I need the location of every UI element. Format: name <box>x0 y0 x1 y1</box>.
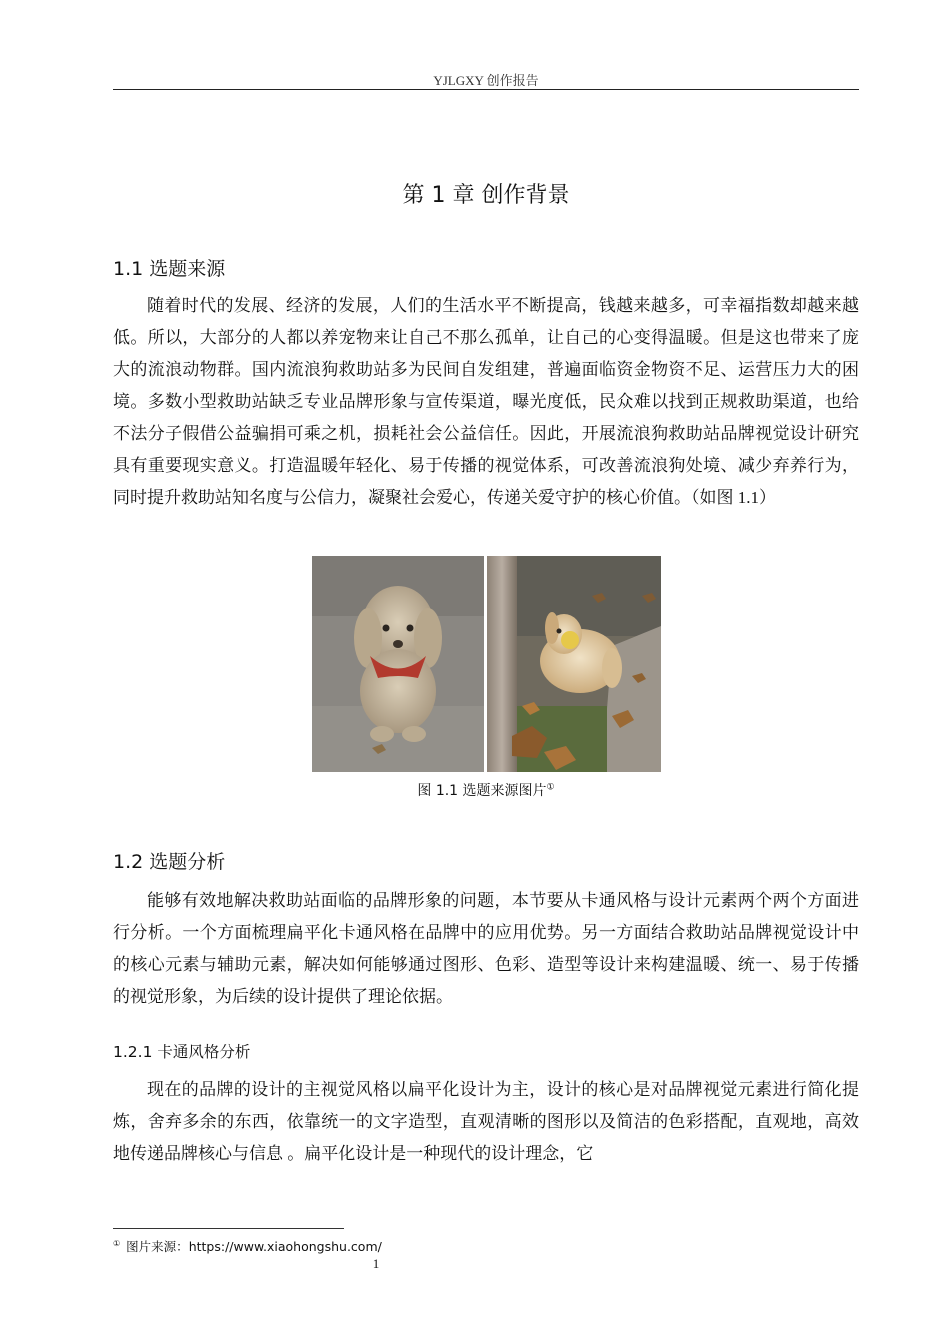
header-rule <box>113 89 859 90</box>
page-number: 1 <box>372 1256 380 1271</box>
section-heading-1-1: 1.1 选题来源 <box>113 258 226 280</box>
footnote <box>113 1237 382 1255</box>
footnote-rule <box>113 1228 344 1229</box>
footnote-url[interactable]: https://www.xiaohongshu.com/ <box>188 1239 382 1254</box>
stray-poodle-photo <box>312 556 484 772</box>
figure-1-1-photos <box>312 556 661 772</box>
footnote-mark: ① <box>113 1238 121 1248</box>
subsection-heading-1-2-1: 1.2.1 卡通风格分析 <box>113 1043 251 1061</box>
figure-caption <box>113 780 859 800</box>
section-1-2-paragraph: 能够有效地解决救助站面临的品牌形象的问题，本节要从卡通风格与设计元素两个两个方面进行分析。一个方面梳理扁平化卡通风格在品牌中的应用优势。另一方面结合救助站品牌视觉设计中的核心元素与辅助元素，解决如何能够通过图形、色彩、造型等设计来构建温暖、统一、易于传播的视觉形象，为后续的设计提供了理论依据。 <box>113 891 859 1006</box>
section-heading-1-2: 1.2 选题分析 <box>113 851 226 873</box>
running-header: YJLGXY 创作报告 <box>433 73 539 88</box>
footnote-label: 图片来源： <box>126 1240 189 1254</box>
chapter-title: 第 1 章 创作背景 <box>402 183 570 208</box>
subsection-1-2-1-paragraph: 现在的品牌的设计的主视觉风格以扁平化设计为主，设计的核心是对品牌视觉元素进行简化提炼，舍弃多余的东西，依靠统一的文字造型，直观清晰的图形以及简洁的色彩搭配，直观地，高效地传递品牌核心与信息 。扁平化设计是一种现代的设计理念，它 <box>113 1080 859 1163</box>
caption-text: 图 1.1 选题来源图片 <box>417 783 547 799</box>
dog-with-toy-photo <box>487 556 661 772</box>
section-1-1-paragraph: 随着时代的发展、经济的发展，人们的生活水平不断提高，钱越来越多，可幸福指数却越来越低。所以，大部分的人都以养宠物来让自己不那么孤单，让自己的心变得温暖。但是这也带来了庞大的流浪动物群。国内流浪狗救助站多为民间自发组建，普遍面临资金物资不足、运营压力大的困境。多数小型救助站缺乏专业品牌形象与宣传渠道，曝光度低，民众难以找到正规救助渠道，也给不法分子假借公益骗捐可乘之机，损耗社会公益信任。因此，开展流浪狗救助站品牌视觉设计研究具有重要现实意义。打造温暖年轻化、易于传播的视觉体系，可改善流浪狗处境、减少弃养行为，同时提升救助站知名度与公信力，凝聚社会爱心，传递关爱守护的核心价值。（如图 1.1） <box>113 296 859 507</box>
caption-footnote-mark: ① <box>546 782 555 793</box>
